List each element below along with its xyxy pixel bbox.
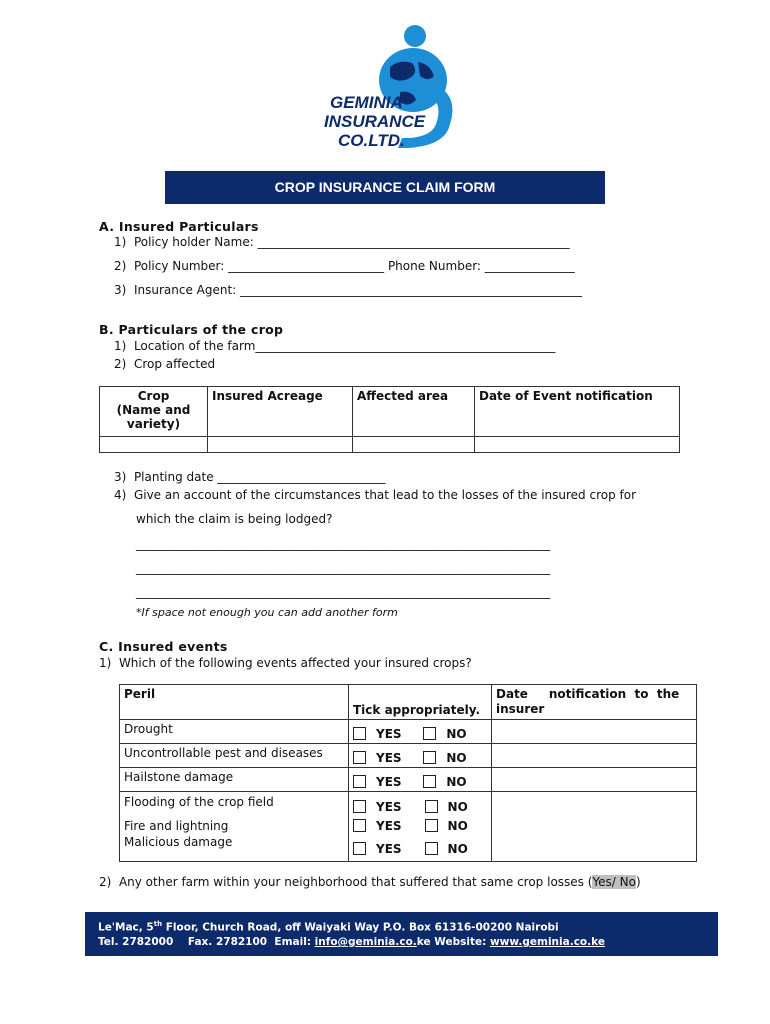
tick-malicious	[353, 840, 487, 859]
space-note: *If space not enough you can add another form	[136, 606, 398, 619]
checkbox-yes-drought[interactable]	[353, 727, 366, 740]
section-b-heading: B. Particulars of the crop	[99, 322, 284, 337]
yes-label: YES	[376, 800, 402, 814]
section-c-heading: C. Insured events	[99, 639, 228, 654]
footer-address	[98, 920, 559, 934]
footer-contacts	[98, 936, 605, 948]
no-label: NO	[447, 819, 468, 833]
checkbox-yes-hailstone[interactable]	[353, 775, 366, 788]
geminia-logo	[320, 22, 460, 152]
no-label: NO	[447, 842, 468, 856]
checkbox-no-fire[interactable]	[425, 819, 438, 832]
peril-header: Peril	[120, 685, 349, 720]
tick-fire	[353, 817, 487, 836]
no-label: NO	[446, 775, 467, 789]
neighbor-question-close: )	[635, 875, 641, 889]
peril-flooding: Flooding of the crop field	[124, 795, 274, 809]
date-header-line2: insurer	[496, 702, 545, 716]
date-cell[interactable]	[475, 437, 680, 453]
neighbor-question	[99, 875, 641, 889]
no-label: NO	[446, 727, 467, 741]
peril-hailstone: Hailstone damage	[120, 768, 349, 792]
acreage-cell[interactable]	[208, 437, 353, 453]
peril-malicious: Malicious damage	[124, 835, 233, 849]
yes-label: YES	[376, 819, 402, 833]
form-title: CROP INSURANCE CLAIM FORM	[165, 171, 605, 204]
tick-flooding	[353, 798, 487, 817]
checkbox-no-hailstone[interactable]	[423, 775, 436, 788]
checkbox-yes-flooding[interactable]	[353, 800, 366, 813]
yes-label: YES	[376, 751, 402, 765]
date-pest[interactable]	[492, 744, 697, 768]
peril-pest: Uncontrollable pest and diseases	[120, 744, 349, 768]
date-header-line1: Date notification to the	[496, 687, 680, 701]
affected-area-header: Affected area	[353, 387, 475, 437]
crop-affected-label: 2) Crop affected	[114, 357, 216, 371]
insurance-agent-field[interactable]: 3) Insurance Agent: _________________________________________________________	[114, 283, 583, 297]
events-question: 1) Which of the following events affected your insured crops?	[99, 656, 472, 670]
tick-header: Tick appropriately.	[349, 685, 492, 720]
no-label: NO	[446, 751, 467, 765]
peril-fire: Fire and lightning	[124, 819, 229, 833]
footer-website-link[interactable]: www.geminia.co.ke	[489, 936, 605, 948]
footer	[85, 912, 718, 956]
crop-table	[99, 386, 680, 453]
insured-acreage-header: Insured Acreage	[208, 387, 353, 437]
date-drought[interactable]	[492, 720, 697, 744]
yes-label: YES	[376, 727, 402, 741]
events-table	[119, 684, 697, 862]
svg-text:CO.LTD.: CO.LTD.	[338, 131, 405, 150]
checkbox-no-pest[interactable]	[423, 751, 436, 764]
policy-holder-name-field[interactable]: 1) Policy holder Name: ____________________________________________________	[114, 235, 570, 249]
yes-no-answer[interactable]: Yes/ No	[592, 875, 636, 889]
footer-email-link[interactable]: info@geminia.co.	[314, 936, 417, 948]
policy-number-field[interactable]: 2) Policy Number: __________________________ Phone Number: _______________	[114, 259, 575, 273]
checkbox-yes-pest[interactable]	[353, 751, 366, 764]
account-line-3[interactable]: _____________________________________________________________________	[136, 585, 550, 599]
checkbox-yes-fire[interactable]	[353, 819, 366, 832]
checkbox-yes-malicious[interactable]	[353, 842, 366, 855]
account-line-2[interactable]: _____________________________________________________________________	[136, 561, 550, 575]
checkbox-no-malicious[interactable]	[425, 842, 438, 855]
account-line-1[interactable]: _____________________________________________________________________	[136, 537, 550, 551]
checkbox-no-flooding[interactable]	[425, 800, 438, 813]
yes-label: YES	[376, 842, 402, 856]
footer-address-a: Le'Mac, 5	[98, 921, 154, 934]
affected-area-cell[interactable]	[353, 437, 475, 453]
crop-cell[interactable]	[100, 437, 208, 453]
footer-website-label: ke Website:	[416, 936, 490, 948]
tick-multi	[349, 792, 492, 862]
yes-label: YES	[376, 775, 402, 789]
planting-date-field[interactable]: 3) Planting date ____________________________	[114, 470, 386, 484]
date-notification-header	[492, 685, 697, 720]
checkbox-no-drought[interactable]	[423, 727, 436, 740]
neighbor-question-text: 2) Any other farm within your neighborhood that suffered that same crop losses (	[99, 875, 593, 889]
peril-multi	[120, 792, 349, 862]
footer-address-sup: th	[153, 920, 163, 928]
crop-header: Crop (Name and variety)	[100, 387, 208, 437]
footer-address-b: Floor, Church Road, off Waiyaki Way P.O. Box 61316-00200 Nairobi	[162, 921, 559, 934]
svg-text:INSURANCE: INSURANCE	[324, 112, 426, 131]
date-multi[interactable]	[492, 792, 697, 862]
tick-hailstone	[349, 768, 492, 792]
date-hailstone[interactable]	[492, 768, 697, 792]
no-label: NO	[447, 800, 468, 814]
footer-tel-fax: Tel. 2782000 Fax. 2782100 Email:	[98, 936, 315, 948]
svg-text:GEMINIA: GEMINIA	[330, 93, 403, 112]
account-question-cont: which the claim is being lodged?	[136, 512, 333, 526]
globe-logo-icon	[320, 22, 460, 152]
peril-drought: Drought	[120, 720, 349, 744]
tick-pest	[349, 744, 492, 768]
section-a-heading: A. Insured Particulars	[99, 219, 259, 234]
farm-location-field[interactable]: 1) Location of the farm__________________________________________________	[114, 339, 556, 353]
account-question: 4) Give an account of the circumstances that lead to the losses of the insured crop for	[114, 488, 637, 502]
tick-drought	[349, 720, 492, 744]
date-event-header: Date of Event notification	[475, 387, 680, 437]
